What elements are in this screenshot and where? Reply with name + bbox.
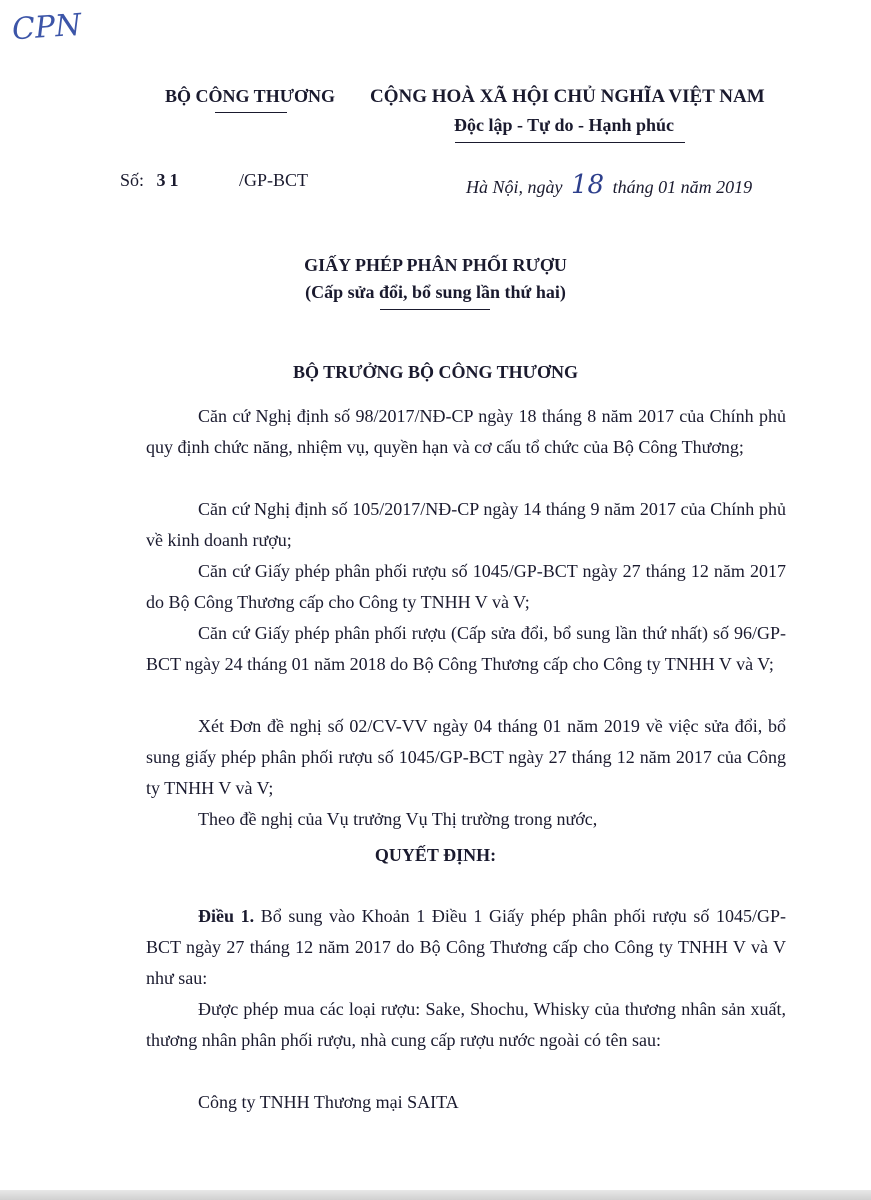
document-title: GIẤY PHÉP PHÂN PHỐI RƯỢU <box>304 255 567 275</box>
issuing-authority: BỘ TRƯỞNG BỘ CÔNG THƯƠNG <box>292 362 579 382</box>
date-rest: tháng 01 năm 2019 <box>612 177 753 197</box>
number-label: Số: <box>120 170 145 190</box>
article-1 <box>146 901 786 994</box>
preamble-paragraph: Xét Đơn đề nghị số 02/CV-VV ngày 04 tháng 01 năm 2019 về việc sửa đổi, bổ sung giấy phép phân phối rượu số 1045/GP-BCT ngày 27 tháng 12 năm 2017 của Công ty TNHH V và V; <box>146 716 786 798</box>
national-motto: Độc lập - Tự do - Hạnh phúc <box>454 115 675 135</box>
decision-heading: QUYẾT ĐỊNH: <box>374 845 497 865</box>
preamble-paragraph: Căn cứ Nghị định số 105/2017/NĐ-CP ngày 14 tháng 9 năm 2017 của Chính phủ về kinh doanh rượu; <box>146 499 786 550</box>
date-day-handwritten: 18 <box>571 170 605 200</box>
article-1-label: Điều 1. <box>198 906 255 926</box>
ministry-name: BỘ CÔNG THƯƠNG <box>165 86 336 106</box>
title-underline <box>380 309 490 310</box>
scan-edge <box>0 1190 871 1200</box>
preamble-paragraph: Theo đề nghị của Vụ trưởng Vụ Thị trường trong nước, <box>198 809 598 829</box>
document-number <box>120 170 308 191</box>
republic-name: CỘNG HOÀ XÃ HỘI CHỦ NGHĨA VIỆT NAM <box>370 86 765 107</box>
document-subtitle: (Cấp sửa đổi, bổ sung lần thứ hai) <box>305 282 566 302</box>
preamble-paragraph: Căn cứ Giấy phép phân phối rượu (Cấp sửa đổi, bổ sung lần thứ nhất) số 96/GP-BCT ngày 24 tháng 01 năm 2018 do Bộ Công Thương cấp cho Công ty TNHH V và V; <box>146 623 786 674</box>
place-and-date <box>466 170 752 200</box>
date-prefix: Hà Nội, ngày <box>466 177 563 197</box>
preamble-paragraph: Căn cứ Nghị định số 98/2017/NĐ-CP ngày 18 tháng 8 năm 2017 của Chính phủ quy định chức năng, nhiệm vụ, quyền hạn và cơ cấu tổ chức của Bộ Công Thương; <box>146 406 786 457</box>
number-value: 31 <box>156 170 183 190</box>
article-1-text: Bổ sung vào Khoản 1 Điều 1 Giấy phép phân phối rượu số 1045/GP-BCT ngày 27 tháng 12 năm 2017 do Bộ Công Thương cấp cho Công ty TNHH V và V như sau: <box>146 906 787 988</box>
supplier-name: Công ty TNHH Thương mại SAITA <box>198 1092 459 1112</box>
article-1-body: Được phép mua các loại rượu: Sake, Shochu, Whisky của thương nhân sản xuất, thương nhân phân phối rượu, nhà cung cấp rượu nước ngoài có tên sau: <box>146 999 786 1050</box>
preamble-paragraph: Căn cứ Giấy phép phân phối rượu số 1045/GP-BCT ngày 27 tháng 12 năm 2017 do Bộ Công Thương cấp cho Công ty TNHH V và V; <box>146 561 786 612</box>
ministry-underline <box>215 112 287 113</box>
handwritten-mark: CPN <box>10 7 83 48</box>
number-suffix: /GP-BCT <box>239 170 309 190</box>
motto-underline <box>455 142 685 143</box>
